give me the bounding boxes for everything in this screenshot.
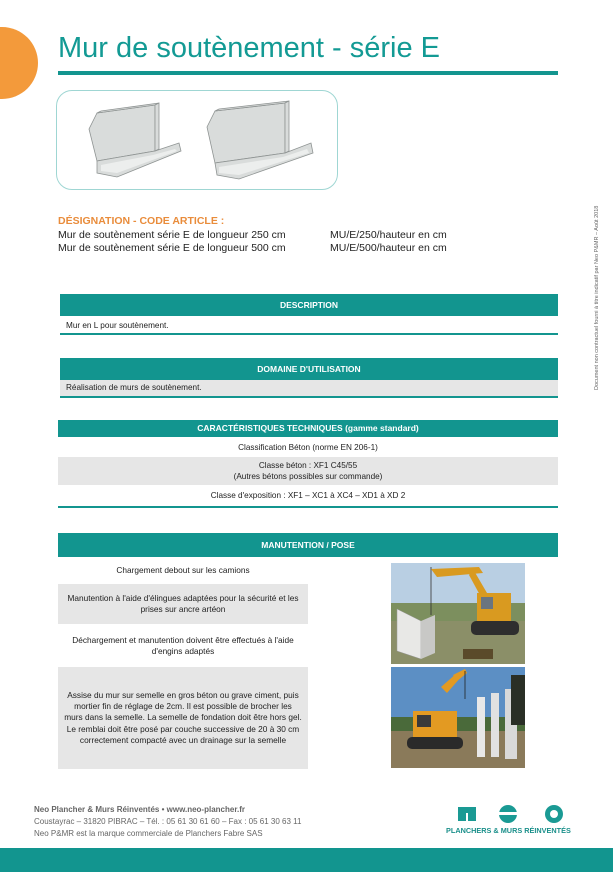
description-divider (60, 333, 558, 335)
title-underline (58, 71, 558, 75)
manutention-item-3: Déchargement et manutention doivent être effectués à l'aide d'engins adaptés (72, 634, 294, 656)
description-heading: DESCRIPTION (60, 294, 558, 316)
designation-code-500: MU/E/500/hauteur en cm (330, 242, 447, 254)
designation-label-250: Mur de soutènement série E de longueur 250 cm (58, 229, 286, 241)
l-wall-illustration (57, 91, 337, 189)
description-text: Mur en L pour soutènement. (66, 321, 169, 330)
designation-label-500: Mur de soutènement série E de longueur 500 cm (58, 242, 286, 254)
classification-beton: Classification Béton (norme EN 206-1) (238, 443, 378, 452)
caracteristiques-heading: CARACTÉRISTIQUES TECHNIQUES (gamme standard) (58, 420, 558, 437)
autres-betons-note: (Autres bétons possibles sur commande) (233, 472, 383, 481)
manutention-item-4: Assise du mur sur semelle en gros béton ou grave ciment, puis mortier fin de réglage de 2cm. Il est possible de brocher les murs dans la semelle. La semelle de fondation doit être hors gel. Le remblai doit être posé par couche successive de 20 à 30 cm correctement compacté avec un drainage sur la semelle (58, 667, 308, 769)
page-title: Mur de soutènement - série E (58, 32, 441, 64)
domaine-divider (60, 396, 558, 398)
logo-tagline: PLANCHERS & MURS RÉINVENTÉS (446, 826, 571, 835)
manutention-item-1: Chargement debout sur les camions (116, 565, 250, 576)
neo-logo (456, 801, 578, 823)
side-disclaimer: Document non contractuel fourni à titre indicatif par Neo P&MR – Août 2018 (594, 205, 600, 390)
manutention-item-2: Manutention à l'aide d'élingues adaptées pour la sécurité et les prises sur ancre artéon (58, 584, 308, 624)
bottom-teal-bar (0, 848, 613, 872)
domaine-text: Réalisation de murs de soutènement. (66, 383, 202, 392)
footer-address-contact: Coustayrac – 31820 PIBRAC – Tél. : 05 61 30 61 60 – Fax : 05 61 30 63 11 (34, 817, 302, 826)
product-image-frame (56, 90, 338, 190)
classe-exposition: Classe d'exposition : XF1 – XC1 à XC4 – XD1 à XD 2 (210, 491, 406, 500)
domaine-heading: DOMAINE D'UTILISATION (60, 358, 558, 380)
manutention-heading: MANUTENTION / POSE (58, 533, 558, 557)
classe-beton: Classe béton : XF1 C45/55 (258, 461, 358, 470)
designation-code-250: MU/E/250/hauteur en cm (330, 229, 447, 241)
footer-company-website: Neo Plancher & Murs Réinventés • www.neo-plancher.fr (34, 805, 245, 814)
excavator-photo-1 (391, 563, 525, 664)
designation-heading: DÉSIGNATION - CODE ARTICLE : (58, 215, 225, 227)
excavator-photo-2 (391, 667, 525, 768)
orange-circle-decoration (0, 27, 38, 99)
footer-brand-note: Neo P&MR est la marque commerciale de Planchers Fabre SAS (34, 829, 263, 838)
caracteristiques-divider (58, 506, 558, 508)
